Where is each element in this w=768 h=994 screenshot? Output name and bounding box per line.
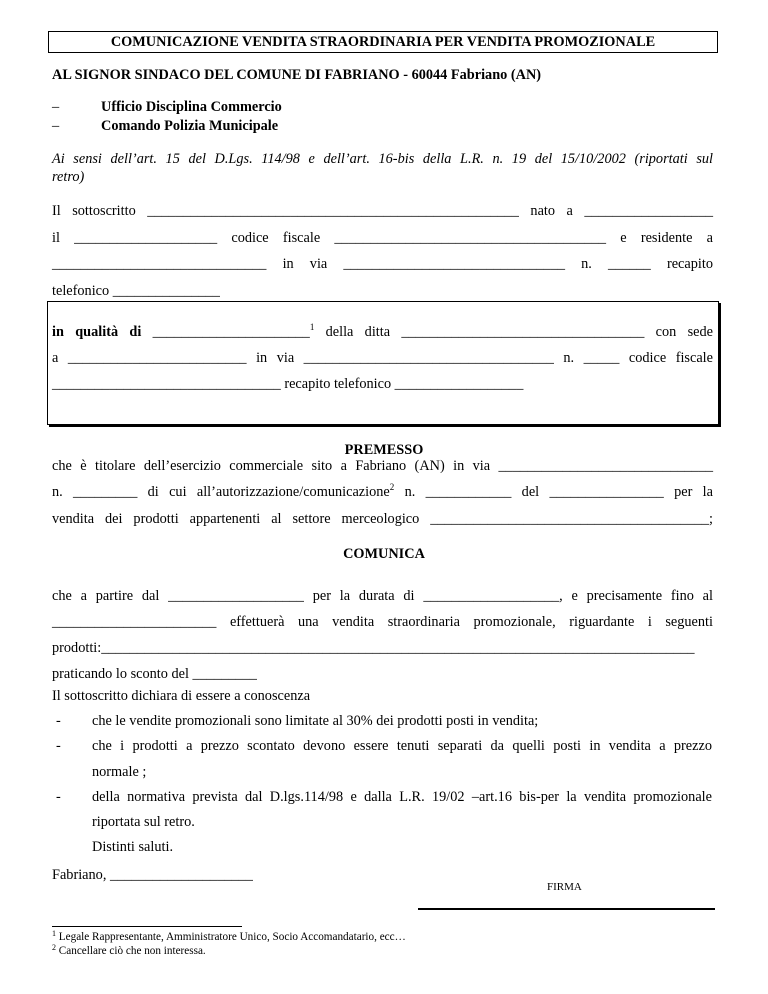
bullet-1: - <box>56 713 61 729</box>
footnote-1-text: Legale Rappresentante, Amministratore Unico, Socio Accomandatario, ecc… <box>56 931 406 943</box>
applicant-birth-cf-field[interactable]: il ____________________ codice fiscale ______________________________________ e residente a <box>52 230 713 246</box>
bullet-2: - <box>56 738 61 754</box>
signature-line[interactable] <box>418 908 715 910</box>
comunica-heading: COMUNICA <box>343 546 425 562</box>
closing-greeting: Distinti saluti. <box>92 839 174 855</box>
applicant-residence-field[interactable]: ______________________________ in via _______________________________ n. ______ recapito <box>52 256 713 272</box>
authorization-label: n. _________ di cui all’autorizzazione/comunicazione <box>52 484 390 500</box>
declaration-item-2-line-1: che i prodotti a prezzo scontato devono essere tenuti separati da quelli posti in vendita a prezzo <box>92 738 712 754</box>
company-name-blank: della ditta __________________________________ con sede <box>314 324 713 340</box>
company-role-field[interactable] <box>52 324 713 341</box>
company-phone-field[interactable]: ________________________________ recapito telefonico __________________ <box>52 376 524 392</box>
authorization-field[interactable] <box>52 484 713 501</box>
addressee: AL SIGNOR SINDACO DEL COMUNE DI FABRIANO - 60044 Fabriano (AN) <box>52 67 542 83</box>
footnote-ref-1: 1 <box>309 322 315 332</box>
legal-reference-line-1: Ai sensi dell’art. 15 del D.Lgs. 114/98 e dell’art. 16-bis della L.R. n. 19 del 15/10/2002 (riportati sul <box>52 151 713 167</box>
footnote-2-mark: 2 <box>52 943 56 952</box>
declaration-item-2-line-2: normale ; <box>92 764 147 780</box>
cc-item-ufficio: Ufficio Disciplina Commercio <box>101 99 282 115</box>
declaration-intro: Il sottoscritto dichiara di essere a conoscenza <box>52 688 311 704</box>
applicant-phone-field[interactable]: telefonico _______________ <box>52 283 220 299</box>
authorization-number-date: n. ____________ del ________________ per la <box>394 484 713 500</box>
cc-dash-1: – <box>52 99 60 115</box>
declaration-item-1: che le vendite promozionali sono limitate al 30% dei prodotti posti in vendita; <box>92 713 539 729</box>
footnote-ref-2: 2 <box>389 482 395 492</box>
role-blank: ______________________ <box>141 324 310 340</box>
discount-field[interactable]: praticando lo sconto del _________ <box>52 666 257 682</box>
footnote-2-text: Cancellare ciò che non interessa. <box>56 945 206 957</box>
shop-address-field[interactable]: che è titolare dell’esercizio commerciale sito a Fabriano (AN) in via ______________________________ <box>52 458 713 474</box>
legal-reference-line-2: retro) <box>52 169 85 185</box>
place-date-field[interactable]: Fabriano, ____________________ <box>52 867 253 883</box>
footnote-1-mark: 1 <box>52 929 56 938</box>
footnote-1 <box>52 931 406 943</box>
cc-item-polizia: Comando Polizia Municipale <box>101 118 279 134</box>
footnote-2 <box>52 945 206 957</box>
products-field[interactable]: prodotti:___________________________________________________________________________________ <box>52 640 695 656</box>
qualita-label: in qualità di <box>52 324 142 340</box>
merchandise-sector-field[interactable]: vendita dei prodotti appartenenti al settore merceologico _______________________________________; <box>52 511 713 527</box>
applicant-name-field[interactable]: Il sottoscritto ____________________________________________________ nato a __________________ <box>52 203 713 219</box>
sale-end-field[interactable]: _______________________ effettuerà una vendita straordinaria promozionale, riguardante i seguenti <box>52 614 713 630</box>
premesso-heading: PREMESSO <box>344 442 424 458</box>
footnote-separator <box>52 926 242 927</box>
firma-label: FIRMA <box>547 881 582 893</box>
company-address-field[interactable]: a _________________________ in via ___________________________________ n. _____ codice fiscale <box>52 350 713 366</box>
cc-dash-2: – <box>52 118 60 134</box>
sale-period-field[interactable]: che a partire dal ___________________ per la durata di ___________________, e precisamente fino al <box>52 588 713 604</box>
bullet-3: - <box>56 789 61 805</box>
document-title: COMUNICAZIONE VENDITA STRAORDINARIA PER VENDITA PROMOZIONALE <box>48 31 718 53</box>
declaration-item-3-line-2: riportata sul retro. <box>92 814 195 830</box>
declaration-item-3-line-1: della normativa prevista dal D.lgs.114/98 e dalla L.R. 19/02 –art.16 bis-per la vendita promozionale <box>92 789 712 805</box>
